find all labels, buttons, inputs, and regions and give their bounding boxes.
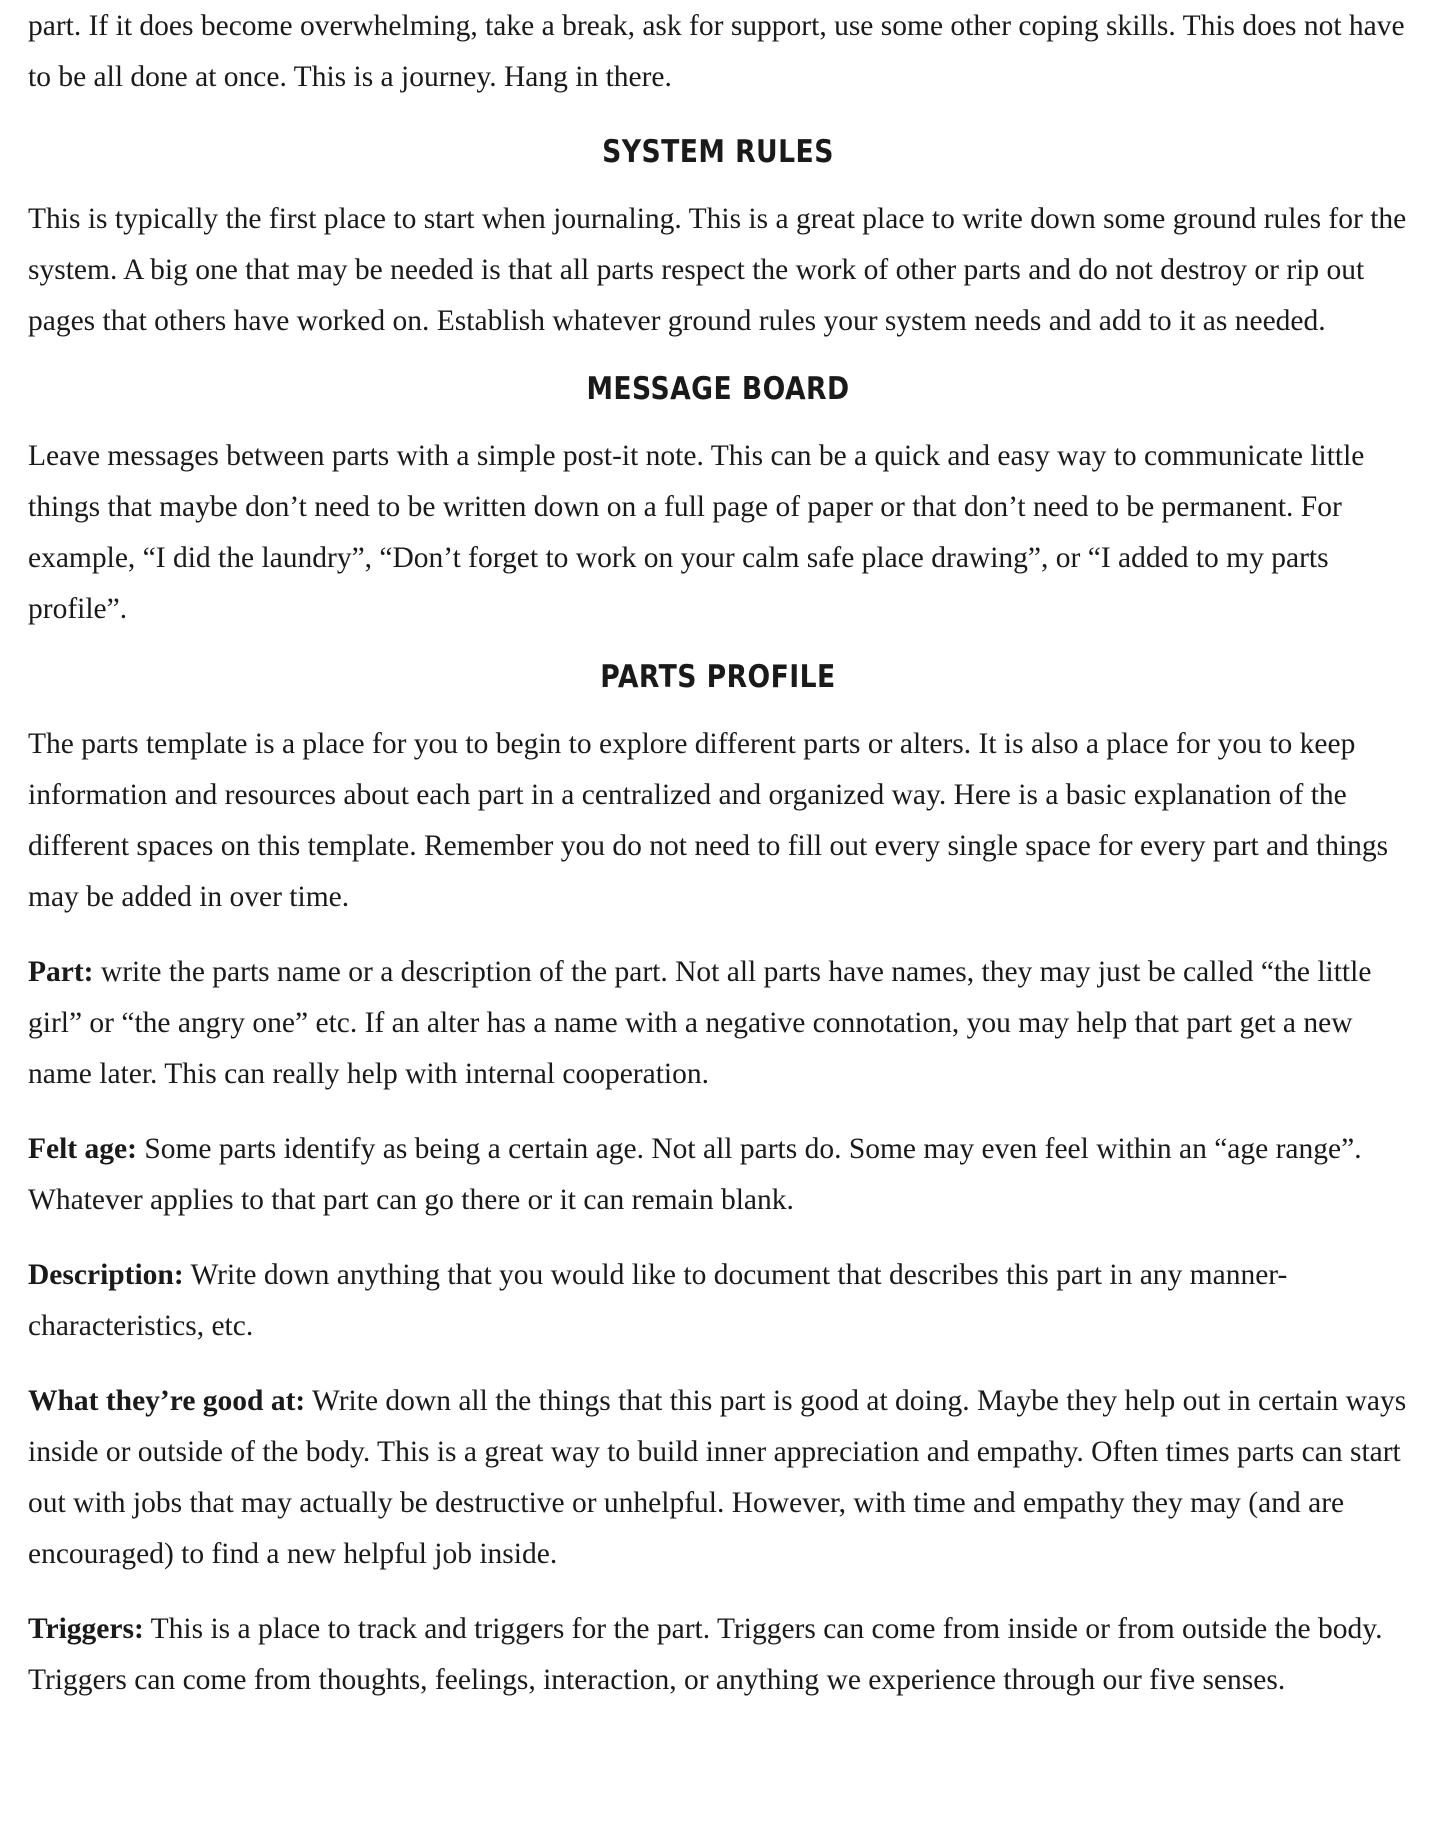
field-triggers-label: Triggers: bbox=[28, 1613, 144, 1645]
field-description bbox=[28, 1250, 1408, 1352]
field-good-at-label: What they’re good at: bbox=[28, 1385, 306, 1417]
message-board-heading: MESSAGE BOARD bbox=[586, 371, 850, 407]
intro-paragraph: part. If it does become overwhelming, take a break, ask for support, use some other coping skills. This does not have to be all done at once. This is a journey. Hang in there. bbox=[28, 10, 1405, 93]
field-description-text: Write down anything that you would like to document that describes this part in any manner- characteristics, etc. bbox=[28, 1259, 1288, 1342]
field-felt-age-text: Some parts identify as being a certain age. Not all parts do. Some may even feel within an “age range”. Whatever applies to that part can go there or it can remain blank. bbox=[28, 1133, 1362, 1216]
field-felt-age-label: Felt age: bbox=[28, 1133, 137, 1165]
parts-profile-heading: PARTS PROFILE bbox=[600, 659, 836, 695]
field-part-label: Part: bbox=[28, 956, 94, 988]
document-page bbox=[28, 0, 1408, 1706]
message-board-paragraph: Leave messages between parts with a simple post-it note. This can be a quick and easy way to communicate little things that maybe don’t need to be written down on a full page of paper or that don’t need to be permanent. For example, “I did the laundry”, “Don’t forget to work on your calm safe place drawing”, or “I added to my parts profile”. bbox=[28, 440, 1365, 625]
system-rules-heading: SYSTEM RULES bbox=[602, 134, 834, 170]
parts-profile-paragraph: The parts template is a place for you to begin to explore different parts or alters. It is also a place for you to keep information and resources about each part in a centralized and organized way. Here is a basic explanation of the different spaces on this template. Remember you do not need to fill out every single space for every part and things may be added in over time. bbox=[28, 728, 1389, 913]
field-part bbox=[28, 947, 1408, 1100]
field-description-label: Description: bbox=[28, 1259, 184, 1291]
field-triggers-text: This is a place to track and triggers for the part. Triggers can come from inside or from outside the body. Triggers can come from thoughts, feelings, interaction, or anything we experience through our five senses. bbox=[28, 1613, 1383, 1696]
system-rules-paragraph: This is typically the first place to start when journaling. This is a great place to write down some ground rules for the system. A big one that may be needed is that all parts respect the work of other parts and do not destroy or rip out pages that others have worked on. Establish whatever ground rules your system needs and add to it as needed. bbox=[28, 203, 1407, 337]
field-good-at-text: Write down all the things that this part is good at doing. Maybe they help out in certain ways inside or outside of the body. This is a great way to build inner appreciation and empathy. Often times parts can start out with jobs that may actually be destructive or unhelpful. However, with time and empathy they may (and are encouraged) to find a new helpful job inside. bbox=[28, 1385, 1407, 1570]
field-triggers bbox=[28, 1604, 1408, 1706]
field-felt-age bbox=[28, 1124, 1408, 1226]
field-good-at bbox=[28, 1376, 1408, 1580]
field-part-text: write the parts name or a description of the part. Not all parts have names, they may just be called “the little girl” or “the angry one” etc. If an alter has a name with a negative connotation, you may help that part get a new name later. This can really help with internal cooperation. bbox=[28, 956, 1372, 1090]
